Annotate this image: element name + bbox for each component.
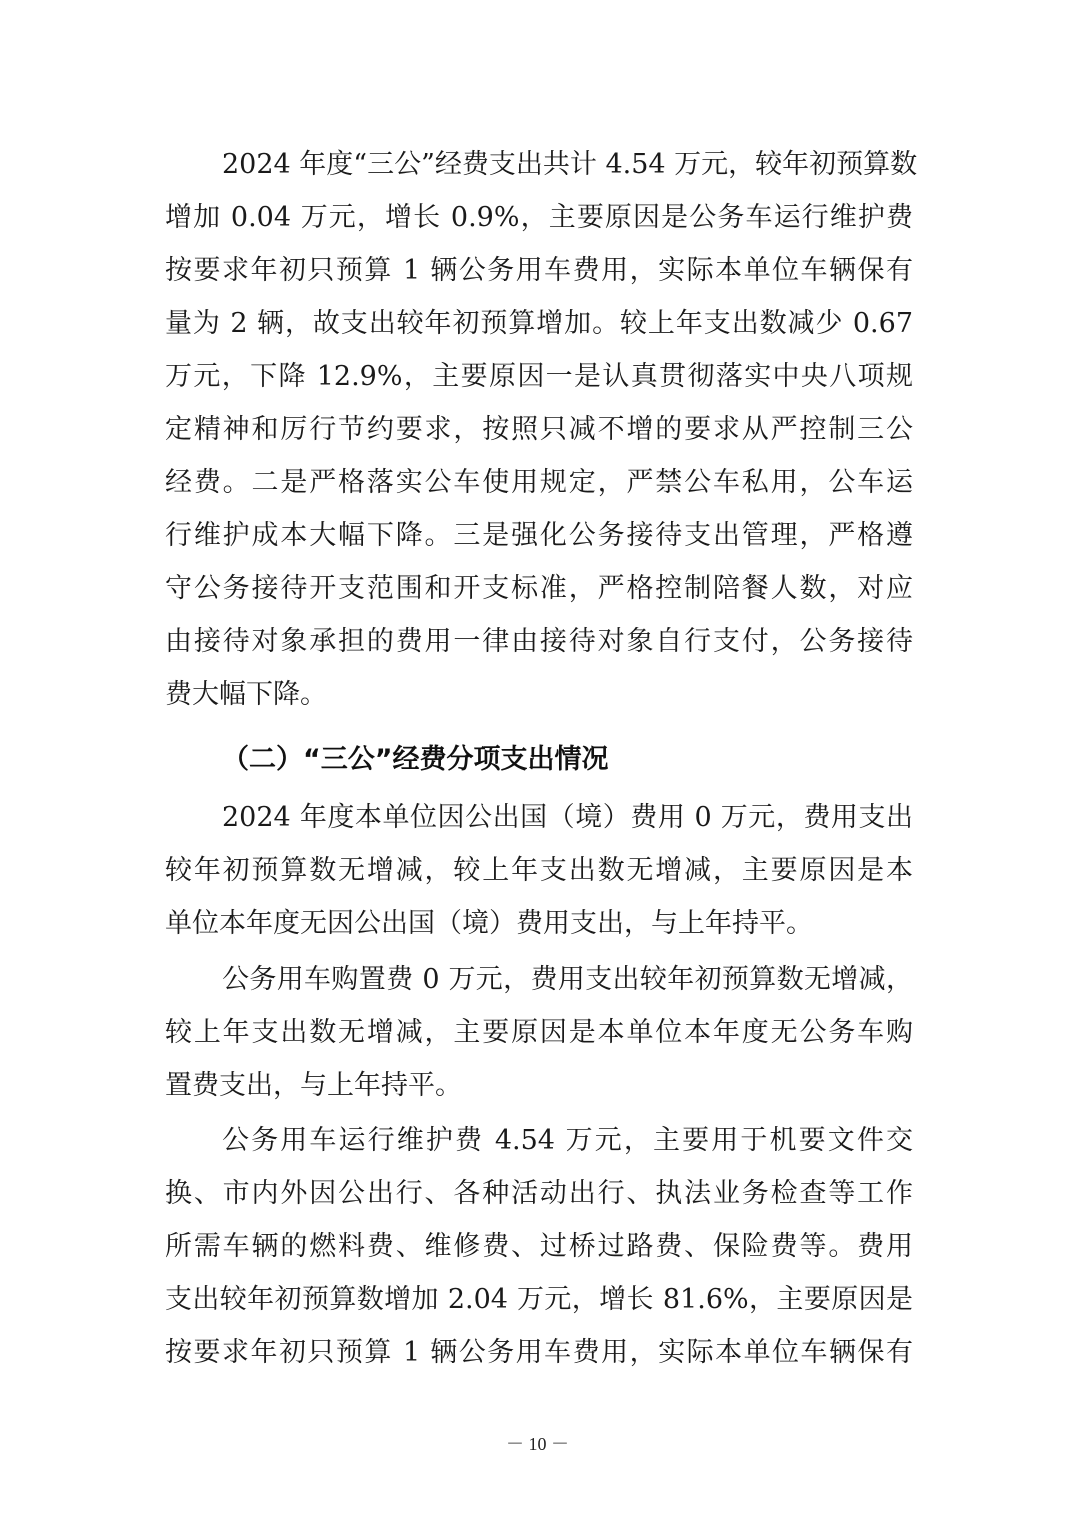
section-heading: （二）“三公”经费分项支出情况: [222, 744, 609, 775]
paragraph-line: 所需车辆的燃料费、维修费、过桥过路费、保险费等。费用: [165, 1231, 913, 1262]
paragraph-line: 2024 年度“三公”经费支出共计 4.54 万元，较年初预算数: [222, 149, 918, 180]
paragraph-line: 较年初预算数无增减，较上年支出数无增减，主要原因是本: [165, 855, 913, 886]
paragraph-line: 支出较年初预算数增加 2.04 万元，增长 81.6%，主要原因是: [165, 1284, 913, 1315]
paragraph-line: 较上年支出数无增减，主要原因是本单位本年度无公务车购: [165, 1017, 913, 1048]
paragraph-line: 换、市内外因公出行、各种活动出行、执法业务检查等工作: [165, 1178, 913, 1209]
paragraph-line: 守公务接待开支范围和开支标准，严格控制陪餐人数，对应: [165, 573, 913, 604]
paragraph-line: 经费。二是严格落实公车使用规定，严禁公车私用，公车运: [165, 467, 913, 498]
paragraph-line: 单位本年度无因公出国（境）费用支出，与上年持平。: [165, 908, 813, 939]
paragraph-line: 定精神和厉行节约要求，按照只减不增的要求从严控制三公: [165, 414, 913, 445]
paragraph-line: 量为 2 辆，故支出较年初预算增加。较上年支出数减少 0.67: [165, 308, 913, 339]
paragraph-line: 按要求年初只预算 1 辆公务用车费用，实际本单位车辆保有: [165, 1337, 913, 1368]
paragraph-line: 置费支出，与上年持平。: [165, 1070, 462, 1101]
paragraph-line: 行维护成本大幅下降。三是强化公务接待支出管理，严格遵: [165, 520, 913, 551]
page-number: － 10 －: [506, 1434, 569, 1454]
paragraph-line: 万元，下降 12.9%，主要原因一是认真贯彻落实中央八项规: [165, 361, 913, 392]
paragraph-line: 公务用车运行维护费 4.54 万元，主要用于机要文件交: [222, 1125, 913, 1156]
paragraph-line: 增加 0.04 万元，增长 0.9%，主要原因是公务车运行维护费: [165, 202, 913, 233]
paragraph-line: 公务用车购置费 0 万元，费用支出较年初预算数无增减，: [222, 964, 913, 995]
paragraph-line: 由接待对象承担的费用一律由接待对象自行支付，公务接待: [165, 626, 913, 657]
paragraph-line: 费大幅下降。: [165, 679, 327, 710]
paragraph-line: 按要求年初只预算 1 辆公务用车费用，实际本单位车辆保有: [165, 255, 913, 286]
paragraph-line: 2024 年度本单位因公出国（境）费用 0 万元，费用支出: [222, 802, 913, 833]
